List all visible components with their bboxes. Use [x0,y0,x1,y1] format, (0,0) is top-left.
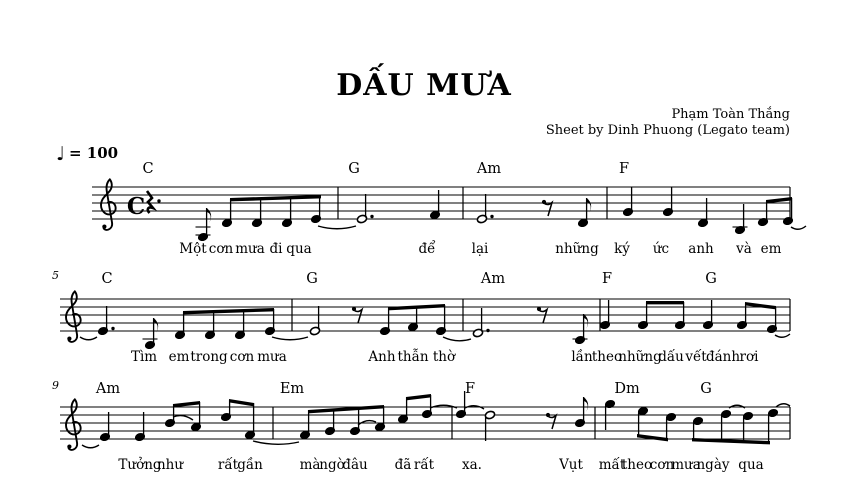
tempo-marking [56,143,118,165]
lyric-syllable: những [555,241,599,257]
lyric-syllable: mất [598,457,626,473]
chord-label: C [101,271,113,287]
chord-label: G [705,271,717,287]
chord-label: F [618,161,630,177]
chord-label: Am [480,271,506,287]
svg-text:C: C [126,193,146,220]
lyric-syllable: lần [571,349,593,365]
lyric-syllable: Anh [368,349,396,365]
lyric-syllable: Tìm [130,349,158,365]
chord-label: G [348,161,360,177]
song-title: DẤU MƯA [336,68,512,103]
chord-label: G [306,271,318,287]
lyric-syllable: ngày [696,457,730,473]
lyric-syllable: lại [471,241,489,257]
lyric-syllable: em [168,349,190,365]
lyric-syllable: rất [217,457,239,473]
lyric-syllable: gần [237,457,263,473]
quarter-note-icon: ♩ [56,143,65,165]
lyric-syllable: vết [685,349,707,365]
chord-label: C [142,161,154,177]
lyric-syllable: ký [614,241,630,257]
lyric-syllable: rất [413,457,435,473]
chord-label: Am [476,161,502,177]
lyric-syllable: thẫn [397,349,429,365]
lyric-syllable: ngờ [319,457,345,473]
lyric-syllable: cơn [229,349,255,365]
lyric-syllable: để [418,241,436,257]
chord-label: F [601,271,613,287]
lyric-syllable: mưa [257,349,287,365]
lyric-syllable: mưa [235,241,265,257]
lyric-syllable: xa. [462,457,482,473]
lyric-syllable: dấu [658,349,684,365]
measure-number: 9 [52,379,59,392]
lyric-syllable: cơn [208,241,234,257]
tempo-value: = 100 [68,144,119,162]
measure-number: 5 [52,269,59,282]
lyric-syllable: trong [190,349,228,365]
lyric-syllable: những [618,349,662,365]
chord-label: Dm [614,381,640,397]
lyric-syllable: theo [591,349,623,365]
lyric-syllable: thờ [432,349,456,365]
lyric-syllable: anh [688,241,714,257]
lyric-syllable: Tưởng [118,457,162,473]
lyric-syllable: qua [286,241,312,257]
lyric-syllable: rơi [739,349,759,365]
chord-label: Am [95,381,121,397]
lyric-syllable: Vụt [559,457,583,473]
lyric-syllable: mưa [671,457,701,473]
lyric-syllable: đánh [705,349,741,365]
lyric-syllable: Một [179,241,207,257]
lyric-syllable: theo [621,457,653,473]
composer-credit: Phạm Toàn Thắng [671,107,790,122]
lyric-syllable: và [736,241,752,257]
sheet-credit: Sheet by Dinh Phuong (Legato team) [545,123,790,138]
lyric-syllable: đi [269,241,283,257]
chord-label: F [464,381,476,397]
lyric-syllable: đâu [342,457,368,473]
lyric-syllable: cơn [649,457,675,473]
lyric-syllable: như [156,457,184,473]
lyric-syllable: em [760,241,782,257]
chord-label: G [700,381,712,397]
lyric-syllable: đã [394,457,412,473]
lyric-syllable: mà [299,457,321,473]
lyric-syllable: ức [652,241,670,257]
chord-label: Em [279,381,305,397]
lyric-syllable: qua [738,457,764,473]
